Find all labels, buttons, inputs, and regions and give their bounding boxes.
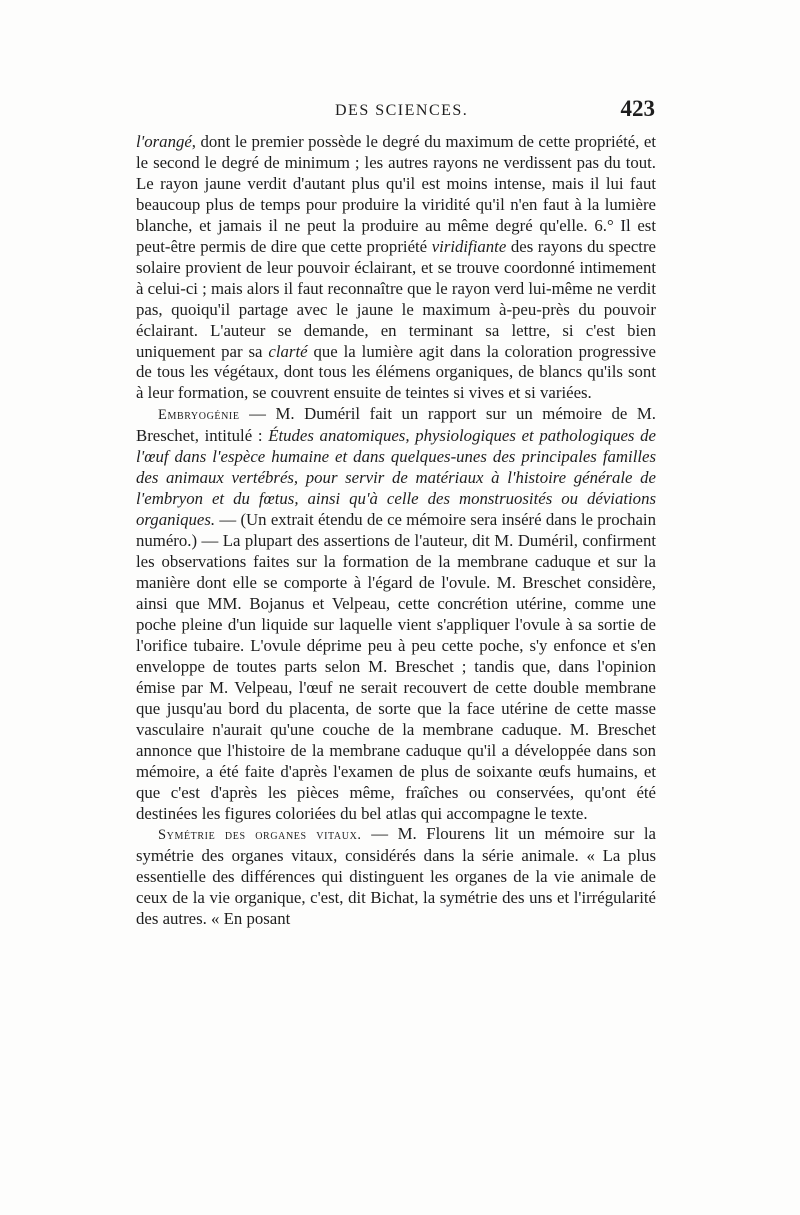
text-segment: — M. Duméril fait un rapport sur un mémoire de M. Breschet, intitulé : bbox=[136, 404, 656, 446]
running-head bbox=[135, 96, 655, 130]
body-text bbox=[136, 132, 656, 930]
paragraph-chlorophyll-conclusion bbox=[136, 132, 656, 404]
memoir-title: Études anatomiques, physiologiques et pathologiques de l'œuf dans l'espèce humaine et dans quelques-unes des principales familles des animaux vertébrés, pour servir de matériaux à l'histoire générale de l'embryon et du fœtus, ainsi qu'à celle des monstruosités ou déviations organiques. bbox=[136, 426, 656, 530]
text-segment: des rayons du spectre solaire provient de leur pouvoir éclairant, et se trouve coordonné intimement à celui-ci ; mais alors il faut reconnaître que le rayon verd lui-même ne verdit pas, quoiqu'il partage avec le jaune le maximum à-peu-près du pouvoir éclairant. L'auteur se demande, en terminant sa lettre, si c'est bien uniquement par sa bbox=[136, 236, 657, 361]
section-rubric: Symétrie des organes vitaux. bbox=[158, 827, 362, 844]
text-segment: — M. Flourens lit un mémoire sur la symétrie des organes vitaux, considérés dans la série animale. « La plus essentielle des différences qui distinguent les organes de la vie animale de ceux de la vie organique, c'est, dit Bichat, la symétrie des uns et l'irrégularité des autres. « En posant bbox=[136, 824, 656, 929]
text-segment: , dont le premier possède le degré du maximum de cette propriété, et le second le degré de minimum ; les autres rayons ne verdissent pas du tout. Le rayon jaune verdit d'autant plus qu'il est moins intense, mais il lui faut beaucoup plus de temps pour produire la viridité qu'il n'en faut à la lumière blanche, et jamais il ne peut la produire au même degré qu'elle. 6.° Il est peut-être permis de dire que cette propriété bbox=[136, 132, 656, 256]
section-rubric: Embryogénie bbox=[158, 407, 240, 424]
text-segment: — (Un extrait étendu de ce mémoire sera inséré dans le prochain numéro.) — La plupart des assertions de l'auteur, dit M. Duméril, confirment les observations faites sur la formation de la membrane caduque et sur la manière dont elle se comporte à l'égard de l'ovule. M. Breschet considère, ainsi que MM. Bojanus et Velpeau, cette concrétion utérine, comme une poche pleine d'un liquide sur laquelle vient s'appliquer l'ovule à sa sortie de l'orifice tubaire. L'ovule déprime peu à peu cette poche, s'y enfonce et s'en enveloppe de toutes parts selon M. Breschet ; tandis que, dans l'opinion émise par M. Velpeau, l'œuf ne serait recouvert de cette double membrane que jusqu'au bord du placenta, de sorte que la face utérine de cette masse vasculaire n'aurait qu'une couche de la membrane caduque. M. Breschet annonce que l'histoire de la membrane caduque qu'il a développée dans son mémoire, a été faite d'après l'examen de plus de soixante œufs humains, et que c'est d'après les pièces même, fraîches ou conservées, qu'ont été destinées les figures coloriées du bel atlas qui accompagne le texte. bbox=[136, 510, 656, 823]
paragraph-symetrie bbox=[136, 824, 656, 930]
paragraph-embryogenie bbox=[136, 404, 656, 824]
text-segment: que la lumière agit dans la coloration progressive de tous les végétaux, dont tous les élémens organiques, de blancs qu'ils sont à leur formation, se couvrent ensuite de teintes si vives et si variées. bbox=[136, 341, 656, 403]
running-title: DES SCIENCES. bbox=[335, 102, 469, 119]
text-segment: viridifiante bbox=[431, 236, 507, 256]
text-segment: l'orangé bbox=[136, 132, 192, 151]
page-number: 423 bbox=[620, 96, 655, 121]
text-segment: clarté bbox=[268, 341, 308, 361]
